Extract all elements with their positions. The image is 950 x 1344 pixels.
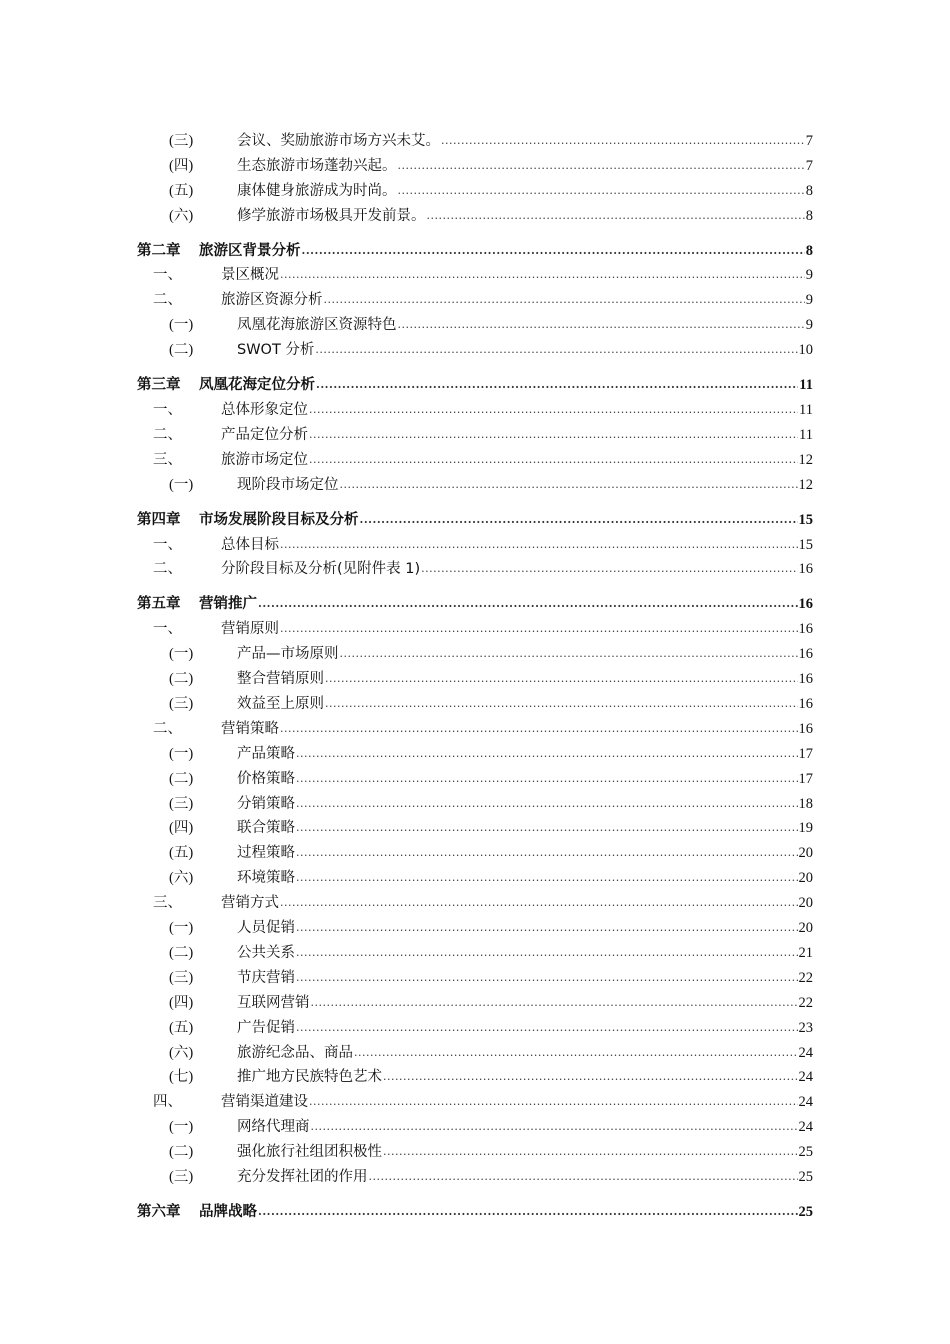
toc-entry-title: 强化旅行社组团积极性 — [237, 1144, 382, 1161]
dot-leader — [302, 241, 805, 261]
toc-entry-page-number: 8 — [805, 182, 813, 199]
toc-entry-title: 产品策略 — [237, 745, 295, 762]
dot-leader — [315, 340, 797, 360]
toc-entry-number: 第二章 — [137, 241, 181, 259]
toc-entry-page-number: 7 — [805, 132, 813, 149]
toc-entry-number: (四) — [169, 157, 194, 174]
toc-chapter-entry[interactable] — [137, 579, 813, 614]
toc-entry-title: 营销原则 — [221, 621, 279, 638]
dot-leader — [296, 794, 798, 814]
toc-entry-page-number: 25 — [798, 1168, 813, 1185]
toc-entry-page-number: 9 — [805, 267, 813, 284]
toc-entry-page-number: 12 — [798, 476, 813, 493]
toc-entry-number: (三) — [169, 696, 194, 713]
toc-entry-title: 营销方式 — [221, 895, 279, 912]
toc-entry-page-number: 20 — [798, 895, 813, 912]
toc-entry[interactable] — [137, 714, 813, 739]
toc-entry[interactable] — [137, 470, 813, 495]
toc-entry-title: 广告促销 — [237, 1019, 295, 1036]
toc-entry[interactable] — [137, 1137, 813, 1162]
toc-entry-title: 推广地方民族特色艺术 — [237, 1069, 382, 1086]
toc-entry-number: 第五章 — [137, 595, 181, 613]
toc-entry-page-number: 7 — [805, 157, 813, 174]
toc-entry-number: (一) — [169, 745, 194, 762]
dot-leader — [427, 206, 805, 226]
toc-entry-number: 第三章 — [137, 376, 181, 394]
toc-entry-title: 修学旅游市场极具开发前景。 — [237, 207, 426, 224]
toc-entry-title: 公共关系 — [237, 944, 295, 961]
toc-entry[interactable] — [137, 530, 813, 555]
toc-entry-page-number: 24 — [798, 1094, 813, 1111]
dot-leader — [316, 375, 798, 395]
toc-entry-title: 过程策略 — [237, 845, 295, 862]
toc-entry-title: 现阶段市场定位 — [237, 476, 339, 493]
toc-entry[interactable] — [137, 395, 813, 420]
toc-entry-title: 生态旅游市场蓬勃兴起。 — [237, 157, 397, 174]
toc-entry-page-number: 15 — [798, 536, 813, 553]
toc-entry-number: (三) — [169, 132, 194, 149]
toc-entry-page-number: 16 — [798, 696, 813, 713]
toc-entry-page-number: 8 — [805, 242, 813, 259]
toc-entry-title: 凤凰花海定位分析 — [199, 377, 315, 394]
toc-entry-number: 三、 — [153, 451, 182, 468]
toc-entry-number: (五) — [169, 845, 194, 862]
toc-entry-number: (一) — [169, 1119, 194, 1136]
toc-entry[interactable] — [137, 1087, 813, 1112]
toc-entry-number: 二、 — [153, 720, 182, 737]
toc-entry-page-number: 9 — [805, 317, 813, 334]
dot-leader — [296, 868, 798, 888]
toc-entry-title: 价格策略 — [237, 770, 295, 787]
toc-entry-number: (五) — [169, 182, 194, 199]
toc-entry[interactable] — [137, 310, 813, 335]
toc-entry-title: 网络代理商 — [237, 1119, 310, 1136]
toc-entry-page-number: 15 — [798, 511, 813, 528]
toc-entry[interactable] — [137, 764, 813, 789]
toc-entry-page-number: 19 — [798, 820, 813, 837]
toc-entry[interactable] — [137, 614, 813, 639]
toc-entry[interactable] — [137, 664, 813, 689]
dot-leader — [309, 1092, 798, 1112]
toc-entry-page-number: 25 — [798, 1144, 813, 1161]
toc-entry[interactable] — [137, 151, 813, 176]
toc-entry-number: (三) — [169, 795, 194, 812]
toc-entry[interactable] — [137, 555, 813, 580]
toc-entry-page-number: 21 — [798, 944, 813, 961]
toc-entry-title: 环境策略 — [237, 870, 295, 887]
toc-entry-page-number: 10 — [798, 342, 813, 359]
toc-entry-title: 营销推广 — [199, 596, 257, 613]
dot-leader — [258, 594, 798, 614]
toc-entry-page-number: 18 — [798, 795, 813, 812]
dot-leader — [398, 181, 805, 201]
toc-entry-title: 会议、奖励旅游市场方兴未艾。 — [237, 132, 440, 149]
toc-entry[interactable] — [137, 863, 813, 888]
toc-entry-number: (四) — [169, 994, 194, 1011]
dot-leader — [360, 510, 798, 530]
toc-entry-title: 节庆营销 — [237, 969, 295, 986]
toc-entry-title: 产品定位分析 — [221, 426, 308, 443]
toc-entry-page-number: 16 — [798, 646, 813, 663]
toc-entry[interactable] — [137, 938, 813, 963]
toc-entry-title: 营销策略 — [221, 720, 279, 737]
toc-entry-number: 第六章 — [137, 1202, 181, 1220]
toc-entry-title: 康体健身旅游成为时尚。 — [237, 182, 397, 199]
toc-entry[interactable] — [137, 838, 813, 863]
toc-entry-title: 人员促销 — [237, 920, 295, 937]
toc-entry-page-number: 11 — [799, 402, 813, 419]
toc-entry-title: 旅游纪念品、商品 — [237, 1044, 353, 1061]
dot-leader — [258, 1202, 798, 1222]
toc-entry[interactable] — [137, 988, 813, 1013]
toc-entry-page-number: 24 — [798, 1119, 813, 1136]
toc-entry[interactable] — [137, 1038, 813, 1063]
toc-entry-number: 二、 — [153, 561, 182, 578]
dot-leader — [309, 425, 798, 445]
dot-leader — [280, 893, 798, 913]
toc-entry-page-number: 11 — [799, 426, 813, 443]
toc-entry-title: 品牌战略 — [199, 1203, 257, 1220]
dot-leader — [309, 400, 798, 420]
toc-entry-number: 一、 — [153, 536, 182, 553]
toc-entry-number: 一、 — [153, 402, 182, 419]
toc-entry-title: 分阶段目标及分析(见附件表 1) — [221, 561, 421, 578]
toc-entry-number: 四、 — [153, 1094, 182, 1111]
toc-entry-title: 总体形象定位 — [221, 402, 308, 419]
table-of-contents — [137, 126, 813, 1222]
dot-leader — [296, 769, 798, 789]
dot-leader — [421, 559, 797, 579]
toc-entry-page-number: 25 — [798, 1203, 813, 1220]
dot-leader — [280, 265, 805, 285]
toc-entry-number: (六) — [169, 207, 194, 224]
toc-entry[interactable] — [137, 814, 813, 839]
toc-chapter-entry[interactable] — [137, 495, 813, 530]
toc-entry-page-number: 22 — [798, 994, 813, 1011]
dot-leader — [325, 694, 798, 714]
toc-entry-number: 二、 — [153, 292, 182, 309]
toc-entry-number: (六) — [169, 870, 194, 887]
toc-entry-title: 市场发展阶段目标及分析 — [199, 511, 359, 528]
toc-entry[interactable] — [137, 261, 813, 286]
toc-entry-number: 二、 — [153, 426, 182, 443]
dot-leader — [441, 131, 805, 151]
toc-entry-number: (一) — [169, 920, 194, 937]
toc-entry[interactable] — [137, 789, 813, 814]
toc-entry-title: 总体目标 — [221, 536, 279, 553]
toc-entry-title: 互联网营销 — [237, 994, 310, 1011]
dot-leader — [280, 619, 798, 639]
toc-entry[interactable] — [137, 126, 813, 151]
toc-entry-page-number: 20 — [798, 920, 813, 937]
toc-entry-number: (二) — [169, 944, 194, 961]
toc-entry[interactable] — [137, 689, 813, 714]
toc-entry-number: (二) — [169, 342, 194, 359]
toc-entry[interactable] — [137, 1013, 813, 1038]
dot-leader — [296, 968, 798, 988]
toc-entry-title: 凤凰花海旅游区资源特色 — [237, 317, 397, 334]
toc-entry-number: (一) — [169, 646, 194, 663]
toc-entry-page-number: 17 — [798, 745, 813, 762]
toc-entry[interactable] — [137, 335, 813, 360]
toc-entry-page-number: 16 — [798, 596, 813, 613]
toc-entry[interactable] — [137, 913, 813, 938]
toc-entry-page-number: 24 — [798, 1044, 813, 1061]
toc-entry-title: 产品—市场原则 — [237, 646, 339, 663]
toc-entry-number: (二) — [169, 770, 194, 787]
dot-leader — [311, 1117, 798, 1137]
toc-entry-number: (六) — [169, 1044, 194, 1061]
toc-chapter-entry[interactable] — [137, 360, 813, 395]
dot-leader — [369, 1167, 798, 1187]
toc-entry-page-number: 24 — [798, 1069, 813, 1086]
toc-entry[interactable] — [137, 1162, 813, 1187]
toc-entry[interactable] — [137, 739, 813, 764]
dot-leader — [398, 156, 805, 176]
toc-chapter-entry[interactable] — [137, 1187, 813, 1222]
toc-entry-page-number: 8 — [805, 207, 813, 224]
toc-entry[interactable] — [137, 176, 813, 201]
dot-leader — [280, 535, 798, 555]
dot-leader — [296, 943, 798, 963]
toc-entry-page-number: 16 — [798, 720, 813, 737]
toc-entry-number: 第四章 — [137, 510, 181, 528]
toc-entry[interactable] — [137, 1063, 813, 1088]
toc-entry-page-number: 16 — [798, 561, 813, 578]
toc-entry-title: 旅游区背景分析 — [199, 242, 301, 259]
dot-leader — [311, 993, 798, 1013]
toc-entry-number: 一、 — [153, 267, 182, 284]
toc-entry-number: 三、 — [153, 895, 182, 912]
toc-entry-page-number: 20 — [798, 870, 813, 887]
dot-leader — [296, 843, 798, 863]
toc-entry-title: 旅游市场定位 — [221, 451, 308, 468]
dot-leader — [324, 290, 805, 310]
dot-leader — [296, 1018, 798, 1038]
dot-leader — [325, 669, 798, 689]
toc-entry-number: (二) — [169, 671, 194, 688]
toc-entry-title: 景区概况 — [221, 267, 279, 284]
toc-entry[interactable] — [137, 445, 813, 470]
toc-entry-number: 一、 — [153, 621, 182, 638]
toc-entry-title: 营销渠道建设 — [221, 1094, 308, 1111]
toc-entry-page-number: 12 — [798, 451, 813, 468]
toc-entry-number: (一) — [169, 317, 194, 334]
dot-leader — [340, 475, 798, 495]
toc-entry[interactable] — [137, 888, 813, 913]
toc-entry-number: (四) — [169, 820, 194, 837]
dot-leader — [383, 1142, 798, 1162]
toc-entry-number: (一) — [169, 476, 194, 493]
toc-entry-page-number: 20 — [798, 845, 813, 862]
toc-entry-number: (五) — [169, 1019, 194, 1036]
toc-entry-page-number: 9 — [805, 292, 813, 309]
toc-entry[interactable] — [137, 201, 813, 226]
toc-entry[interactable] — [137, 1112, 813, 1137]
toc-entry[interactable] — [137, 963, 813, 988]
dot-leader — [280, 719, 798, 739]
toc-entry-page-number: 16 — [798, 621, 813, 638]
toc-entry-title: 整合营销原则 — [237, 671, 324, 688]
toc-entry-page-number: 11 — [799, 377, 813, 394]
toc-entry-title: 分销策略 — [237, 795, 295, 812]
toc-entry-page-number: 17 — [798, 770, 813, 787]
toc-entry-number: (三) — [169, 969, 194, 986]
toc-entry-title: 联合策略 — [237, 820, 295, 837]
toc-entry-page-number: 23 — [798, 1019, 813, 1036]
dot-leader — [296, 744, 798, 764]
toc-entry[interactable] — [137, 639, 813, 664]
dot-leader — [340, 644, 798, 664]
dot-leader — [398, 315, 805, 335]
dot-leader — [383, 1067, 798, 1087]
toc-entry[interactable] — [137, 285, 813, 310]
toc-entry-title: SWOT 分析 — [237, 342, 315, 359]
toc-entry-page-number: 16 — [798, 671, 813, 688]
toc-entry-number: (二) — [169, 1144, 194, 1161]
toc-chapter-entry[interactable] — [137, 226, 813, 261]
toc-entry-number: (七) — [169, 1069, 194, 1086]
dot-leader — [309, 450, 798, 470]
toc-entry-title: 旅游区资源分析 — [221, 292, 323, 309]
toc-entry-page-number: 22 — [798, 969, 813, 986]
dot-leader — [296, 918, 798, 938]
toc-entry[interactable] — [137, 420, 813, 445]
dot-leader — [354, 1043, 798, 1063]
toc-entry-title: 充分发挥社团的作用 — [237, 1168, 368, 1185]
toc-entry-number: (三) — [169, 1168, 194, 1185]
dot-leader — [296, 818, 798, 838]
toc-entry-title: 效益至上原则 — [237, 696, 324, 713]
